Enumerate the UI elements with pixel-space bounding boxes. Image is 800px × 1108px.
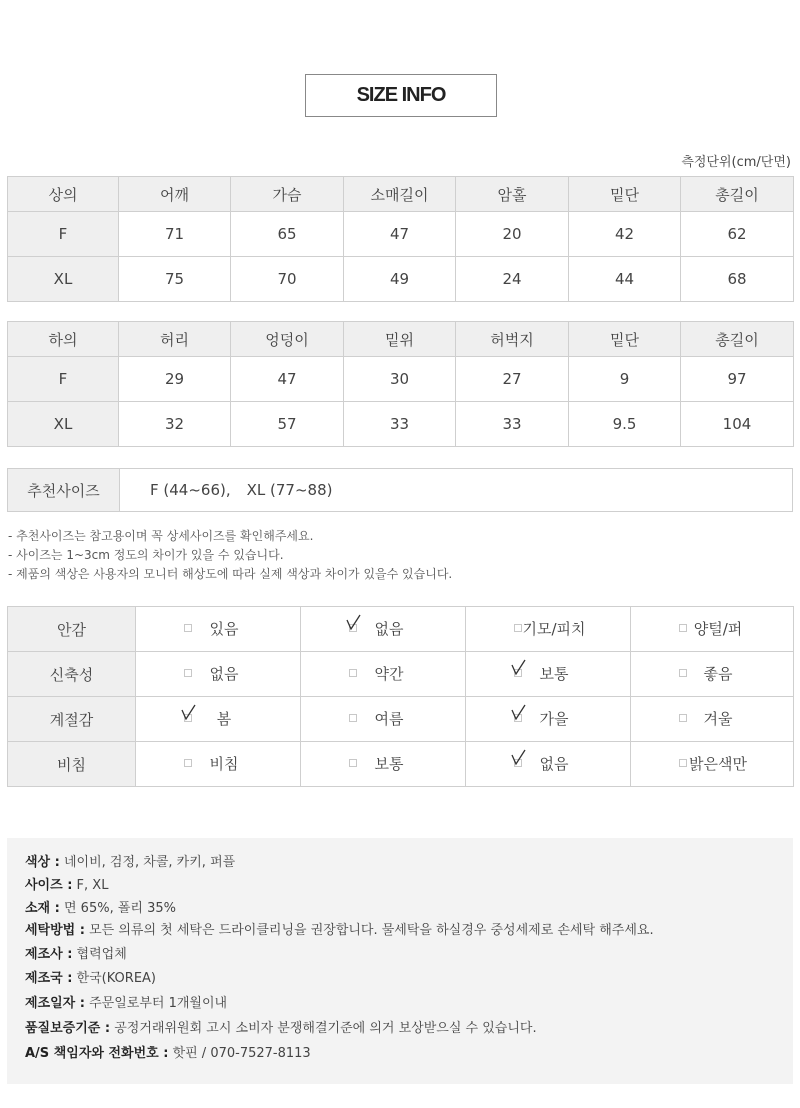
size-label-cell: XL	[8, 402, 119, 447]
table-cell: 47	[231, 357, 344, 402]
feel-option	[466, 697, 630, 741]
info-value: 협력업체	[76, 947, 127, 962]
table-cell: 33	[344, 402, 456, 447]
table-cell: 29	[119, 357, 231, 402]
table-cell: 42	[569, 212, 681, 257]
note-line: - 추천사이즈는 참고용이며 꼭 상세사이즈를 확인해주세요.	[8, 529, 314, 543]
feel-option	[631, 652, 793, 696]
table-cell: 9	[569, 357, 681, 402]
feel-option-label: 봄	[216, 710, 232, 728]
header-cell: 허벅지	[456, 322, 569, 357]
table-cell: 27	[456, 357, 569, 402]
info-line	[25, 967, 156, 986]
table-cell: 9.5	[569, 402, 681, 447]
header-cell: 하의	[8, 322, 119, 357]
feel-option	[466, 742, 630, 786]
feel-option	[301, 607, 465, 651]
measurement-unit: 측정단위(cm/단면)	[681, 155, 791, 170]
table-cell: 33	[456, 402, 569, 447]
feel-option-cell	[301, 742, 466, 787]
header-cell: 밑단	[569, 322, 681, 357]
info-line	[25, 851, 235, 870]
table-row	[8, 212, 794, 257]
info-key: 품질보증기준 :	[25, 1021, 111, 1036]
table-cell: 30	[344, 357, 456, 402]
feel-option-cell	[136, 742, 301, 787]
feel-option-label: 없음	[539, 755, 569, 773]
feel-option-label: 겨울	[703, 710, 733, 728]
info-value: F, XL	[76, 878, 109, 893]
table-cell: 62	[681, 212, 794, 257]
size-label-cell: F	[8, 212, 119, 257]
info-value: 공정거래위원회 고시 소비자 분쟁해결기준에 의거 보상받으실 수 있습니다.	[114, 1021, 537, 1036]
info-key: 제조일자 :	[25, 996, 85, 1011]
feel-option	[631, 742, 793, 786]
top-size-table	[7, 176, 794, 302]
info-value: 네이비, 검정, 차콜, 카키, 퍼플	[63, 855, 236, 870]
info-key: 소재 :	[25, 901, 60, 916]
fabric-feel-table	[7, 606, 794, 787]
feel-label: 비침	[8, 742, 136, 787]
recommended-size-values	[120, 469, 332, 511]
table-cell: 97	[681, 357, 794, 402]
header-cell: 어깨	[119, 177, 231, 212]
table-cell: 75	[119, 257, 231, 302]
feel-row	[8, 697, 794, 742]
feel-option-label: 좋음	[703, 665, 733, 683]
feel-option-cell	[301, 697, 466, 742]
info-key: 제조국 :	[25, 971, 73, 986]
note-line: - 사이즈는 1~3cm 정도의 차이가 있을 수 있습니다.	[8, 548, 284, 562]
feel-option-cell	[631, 697, 794, 742]
feel-row	[8, 742, 794, 787]
table-cell: 24	[456, 257, 569, 302]
size-notes	[8, 527, 452, 584]
feel-option	[631, 697, 793, 741]
feel-option	[136, 742, 300, 786]
feel-row	[8, 607, 794, 652]
table-row	[8, 257, 794, 302]
table-cell: 65	[231, 212, 344, 257]
feel-option-label: 보통	[374, 755, 404, 773]
header-cell: 소매길이	[344, 177, 456, 212]
feel-option	[136, 652, 300, 696]
feel-row	[8, 652, 794, 697]
info-line	[25, 874, 108, 893]
feel-option-cell	[631, 742, 794, 787]
info-key: 세탁방법 :	[25, 923, 85, 938]
feel-option-cell	[136, 697, 301, 742]
table-row	[8, 357, 794, 402]
info-value: 면 65%, 폴리 35%	[63, 901, 176, 916]
info-line	[25, 1042, 311, 1061]
product-info-box	[7, 838, 793, 1084]
page-title: SIZE INFO	[305, 74, 497, 117]
feel-label: 계절감	[8, 697, 136, 742]
info-line	[25, 992, 227, 1011]
table-cell: 20	[456, 212, 569, 257]
feel-option-cell	[301, 607, 466, 652]
feel-option	[301, 697, 465, 741]
feel-option-cell	[466, 607, 631, 652]
feel-option-label: 비침	[209, 755, 239, 773]
feel-label: 신축성	[8, 652, 136, 697]
info-key: 제조사 :	[25, 947, 73, 962]
feel-option	[631, 607, 793, 651]
header-cell: 총길이	[681, 177, 794, 212]
recommended-size-label: 추천사이즈	[8, 469, 120, 511]
feel-option-cell	[466, 742, 631, 787]
table-cell: 57	[231, 402, 344, 447]
info-value: 한국(KOREA)	[76, 971, 156, 986]
info-line	[25, 897, 176, 916]
feel-option-label: 양털/퍼	[693, 620, 743, 638]
table-cell: 32	[119, 402, 231, 447]
feel-option-label: 기모/피치	[522, 620, 586, 638]
feel-option	[136, 697, 300, 741]
recommended-size-value: XL (77~88)	[246, 481, 333, 499]
header-cell: 허리	[119, 322, 231, 357]
info-line	[25, 919, 654, 938]
feel-option-cell	[631, 652, 794, 697]
feel-option	[301, 742, 465, 786]
bottom-size-table	[7, 321, 794, 447]
info-key: 사이즈 :	[25, 878, 73, 893]
table-cell: 104	[681, 402, 794, 447]
table-cell: 49	[344, 257, 456, 302]
info-value: 주문일로부터 1개월이내	[89, 996, 228, 1011]
table-header-row	[8, 177, 794, 212]
info-key: A/S 책임자와 전화번호 :	[25, 1046, 169, 1061]
feel-option-cell	[466, 652, 631, 697]
info-line	[25, 1017, 537, 1036]
feel-option-label: 여름	[374, 710, 404, 728]
feel-option	[466, 652, 630, 696]
feel-option-label: 밝은색만	[689, 755, 747, 773]
header-cell: 암홀	[456, 177, 569, 212]
feel-option-label: 없음	[374, 620, 404, 638]
feel-option	[466, 607, 630, 651]
feel-option	[301, 652, 465, 696]
feel-option-cell	[136, 652, 301, 697]
table-cell: 68	[681, 257, 794, 302]
feel-option-label: 약간	[374, 665, 404, 683]
header-cell: 밑위	[344, 322, 456, 357]
recommended-size-value: F (44~66),	[150, 481, 231, 499]
info-value: 핫핀 / 070-7527-8113	[172, 1046, 311, 1061]
feel-option-cell	[631, 607, 794, 652]
table-header-row	[8, 322, 794, 357]
feel-option-cell	[301, 652, 466, 697]
table-row	[8, 402, 794, 447]
feel-option-label: 보통	[539, 665, 569, 683]
table-cell: 44	[569, 257, 681, 302]
info-key: 색상 :	[25, 855, 60, 870]
info-value: 모든 의류의 첫 세탁은 드라이클리닝을 권장합니다. 물세탁을 하실경우 중성세제로 손세탁 해주세요.	[89, 923, 654, 938]
feel-option-label: 가을	[539, 710, 569, 728]
note-line: - 제품의 색상은 사용자의 모니터 해상도에 따라 실제 색상과 차이가 있을수 있습니다.	[8, 567, 453, 581]
table-cell: 71	[119, 212, 231, 257]
header-cell: 총길이	[681, 322, 794, 357]
recommended-size-row	[7, 468, 793, 512]
info-line	[25, 943, 127, 962]
header-cell: 엉덩이	[231, 322, 344, 357]
feel-option-cell	[466, 697, 631, 742]
header-cell: 상의	[8, 177, 119, 212]
feel-option	[136, 607, 300, 651]
size-label-cell: XL	[8, 257, 119, 302]
feel-option-label: 없음	[209, 665, 239, 683]
feel-option-label: 있음	[209, 620, 239, 638]
table-cell: 47	[344, 212, 456, 257]
header-cell: 가슴	[231, 177, 344, 212]
size-label-cell: F	[8, 357, 119, 402]
feel-option-cell	[136, 607, 301, 652]
feel-label: 안감	[8, 607, 136, 652]
table-cell: 70	[231, 257, 344, 302]
header-cell: 밑단	[569, 177, 681, 212]
